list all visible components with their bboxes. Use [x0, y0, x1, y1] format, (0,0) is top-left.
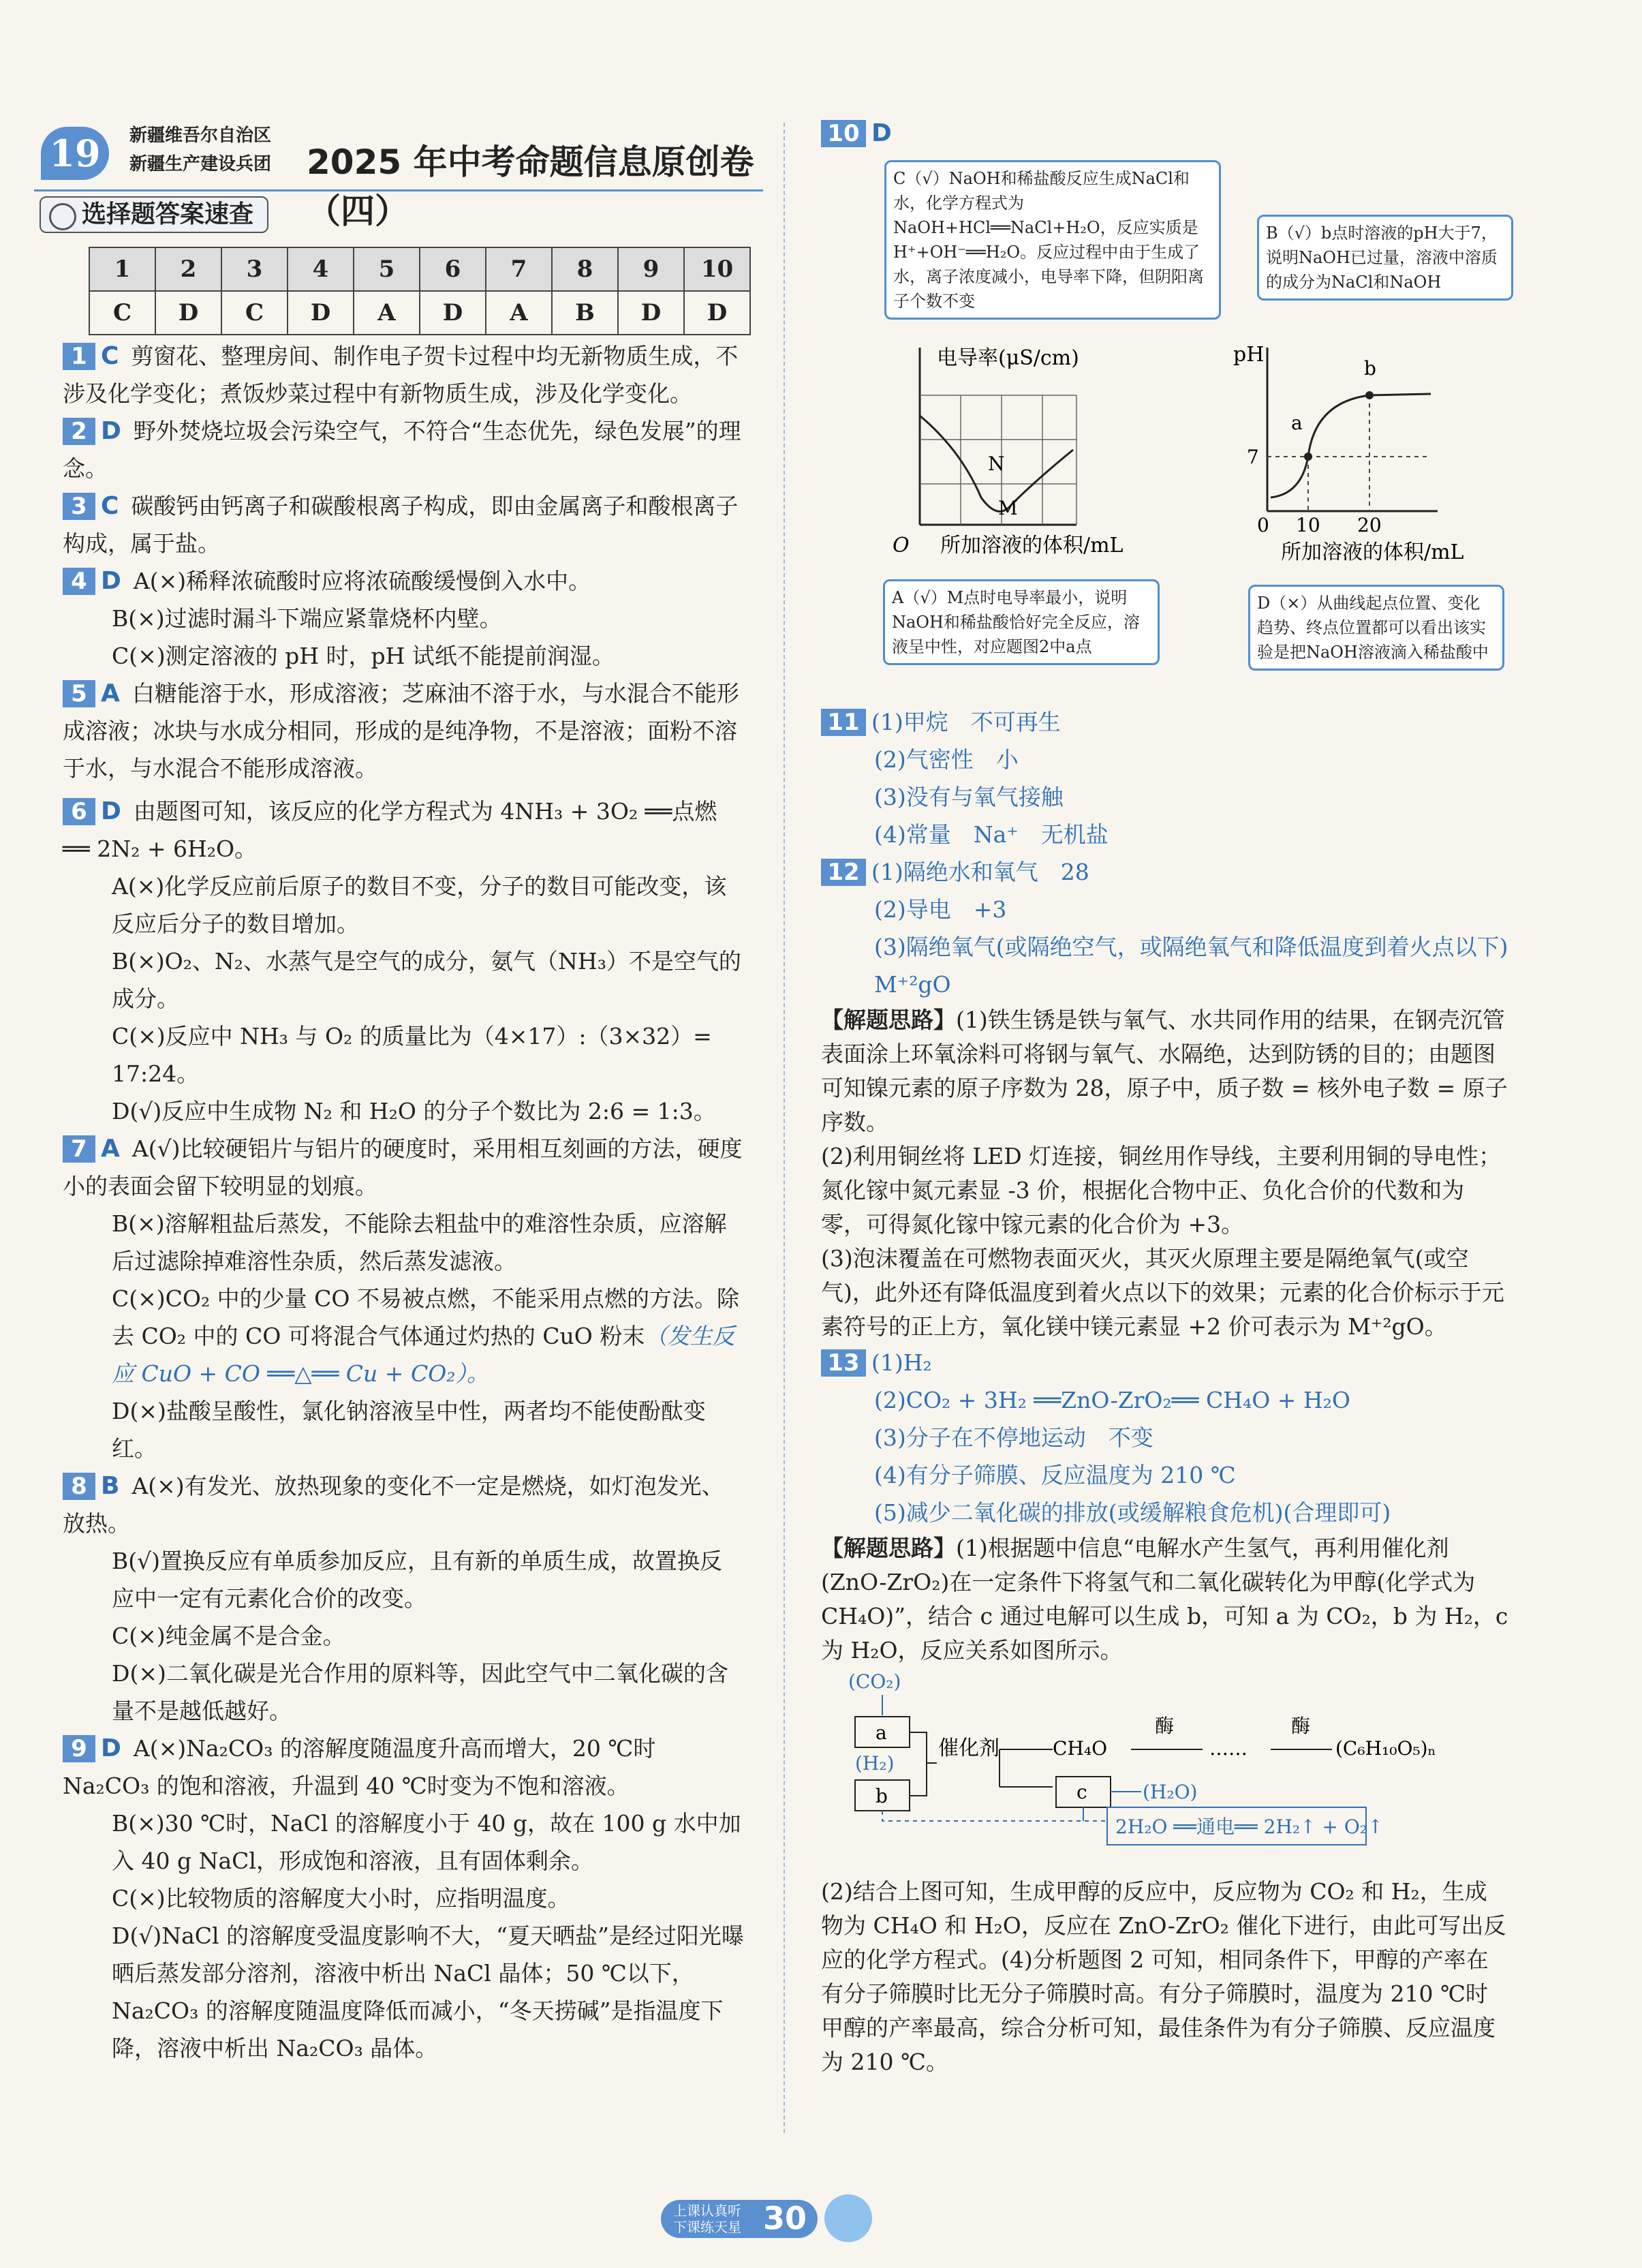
question-6: [63, 793, 744, 868]
reaction-diagram: [821, 1668, 1502, 1872]
callout-c: C（√）NaOH和稀盐酸反应生成NaCl和水，化学方程式为NaOH+HCl══NaCl+H₂O，反应实质是H⁺+OH⁻══H₂O。反应过程中由于生成了水，离子浓度减小，电导率下降，但阴阳离子个数不变: [884, 160, 1221, 320]
q10-graphs: [879, 334, 1506, 579]
analysis-tag: 【解题思路】: [821, 1007, 956, 1033]
option-d-note: D(×)盐酸呈酸性，氯化钠溶液呈中性，两者均不能使酚酞变红。: [112, 1398, 706, 1462]
table-cell: D: [684, 291, 750, 335]
point-a-label: a: [1291, 412, 1303, 434]
explanation: 野外焚烧垃圾会污染空气，不符合“生态优先，绿色发展”的理念。: [63, 418, 741, 482]
option-d-note: D(√)NaCl 的溶解度受温度影响不大，“夏天晒盐”是经过阳光曝晒后蒸发部分溶剂，溶液中析出 NaCl 晶体；50 ℃以下，Na₂CO₃ 的溶解度随温度降低而减小，“冬天捞碱”是指温度下降，溶液中析出 Na₂CO₃ 晶体。: [112, 1922, 744, 2062]
answer-2: (2)气密性 小: [874, 746, 1019, 773]
explanation: 白糖能溶于水，形成溶液；芝麻油不溶于水，与水混合不能形成溶液；冰块与水成分相同，形成的是纯净物，不是溶液；面粉不溶于水，与水混合不能形成溶液。: [63, 680, 739, 782]
ph-graph: [1233, 343, 1464, 564]
section-title-text: 选择题答案速查: [82, 200, 254, 228]
q13-analysis: [821, 1531, 1509, 1668]
question-3: [63, 487, 744, 562]
option-c-note: C(×)测定溶液的 pH 时，pH 试纸不能提前润湿。: [112, 643, 615, 669]
explanation: A(√)比较硬铝片与铝片的硬度时，采用相互刻画的方法，硬度小的表面会留下较明显的划痕。: [63, 1135, 743, 1199]
table-cell: 3: [221, 247, 288, 291]
question-number: 5: [63, 680, 95, 707]
answer-1: (1)甲烷 不可再生: [871, 709, 1061, 735]
answer-3: (3)没有与氧气接触: [874, 784, 1064, 810]
reaction-note: （发生反应 CuO + CO ══△══ Cu + CO₂）。: [112, 1323, 735, 1387]
h2o-label: (H₂O): [1143, 1781, 1198, 1803]
table-cell: D: [155, 291, 221, 335]
option-b-note: B(×)O₂、N₂、水蒸气是空气的成分，氨气（NH₃）不是空气的成分。: [112, 948, 741, 1012]
question-10-label: [821, 119, 904, 147]
callout-b: B（√）b点时溶液的pH大于7，说明NaOH已过量，溶液中溶质的成分为NaCl和NaOH: [1257, 215, 1513, 301]
footer-slogan-2: 下课练天星: [673, 2219, 741, 2235]
question-number: 13: [821, 1349, 866, 1377]
region-line-2: 新疆生产建设兵团: [129, 154, 272, 174]
section-title: [40, 196, 268, 233]
column-divider: [784, 123, 785, 2133]
enzyme-1-label: 酶: [1155, 1715, 1175, 1737]
exam-number-badge: 19: [41, 127, 109, 180]
starch-label: (C₆H₁₀O₅)ₙ: [1335, 1737, 1436, 1760]
question-number: 4: [63, 568, 95, 595]
q12-analysis: [821, 1003, 1509, 1139]
option-b-note: B(×)过滤时漏斗下端应紧靠烧杯内壁。: [112, 605, 502, 632]
analysis-paragraph-2: (2)利用铜丝将 LED 灯连接，铜丝用作导线，主要利用铜的导电性；氮化镓中氮元素显 -3 价，根据化合物中正、负化合价的代数和为零，可得氮化镓中镓元素的化合价为 +3。: [821, 1143, 1502, 1238]
table-cell: D: [420, 291, 486, 335]
answer-table-header-row: [89, 247, 750, 291]
option-d-note: D(√)反应中生成物 N₂ 和 H₂O 的分子个数比为 2:6 = 1:3。: [112, 1098, 716, 1124]
answer-letter: D: [871, 119, 892, 147]
h2-label: (H₂): [855, 1752, 895, 1775]
answer-1: (1)隔绝水和氧气 28: [871, 859, 1089, 885]
origin-label: O: [893, 534, 910, 557]
ph-axis-label: pH: [1233, 343, 1265, 367]
question-12: [821, 853, 1509, 891]
option-b-note: B(×)溶解粗盐后蒸发，不能除去粗盐中的难溶性杂质，应溶解后过滤除掉难溶性杂质，然后蒸发滤液。: [112, 1210, 727, 1274]
question-number: 7: [63, 1135, 95, 1163]
mascot-icon: [824, 2194, 872, 2242]
table-cell: 5: [354, 247, 420, 291]
analysis-paragraph-2: (2)结合上图可知，生成甲醇的反应中，反应物为 CO₂ 和 H₂，生成物为 CH₄O 和 H₂O，反应在 ZnO-ZrO₂ 催化下进行，由此可写出反应的化学方程式。(4)分析题图 2 可知，相同条件下，甲醇的产率在有分子筛膜时比无分子筛膜时高。有分子筛膜时，温度为 210 ℃时甲醇的产率最高，综合分析可知，最佳条件为有分子筛膜、反应温度为 210 ℃。: [821, 1878, 1506, 2075]
answer-4: (4)有分子筛膜、反应温度为 210 ℃: [874, 1462, 1236, 1488]
question-9: [63, 1730, 744, 1805]
question-7: [63, 1130, 744, 1205]
question-8: [63, 1467, 744, 1542]
answer-letter: D: [101, 1734, 121, 1762]
option-c-note: C(×)比较物质的溶解度大小时，应指明温度。: [112, 1885, 570, 1912]
question-5: [63, 675, 744, 787]
answer-letter: C: [101, 342, 119, 370]
question-number: 3: [63, 493, 95, 520]
point-m-label: M: [998, 497, 1018, 519]
question-number: 6: [63, 798, 95, 825]
explanation: A(×)有发光、放热现象的变化不一定是燃烧，如灯泡发光、放热。: [63, 1473, 724, 1537]
option-c-note: C(×)纯金属不是合金。: [112, 1623, 345, 1649]
left-column: [63, 337, 744, 2067]
table-cell: 4: [288, 247, 354, 291]
table-cell: 7: [486, 247, 552, 291]
table-cell: 9: [618, 247, 684, 291]
answer-3: (3)分子在不停地运动 不变: [874, 1424, 1153, 1451]
conductivity-graph: [893, 346, 1124, 557]
answer-5: (5)减少二氧化碳的排放(或缓解粮食危机)(合理即可): [874, 1499, 1391, 1526]
page-number: 30: [763, 2200, 807, 2237]
answer-1: (1)H₂: [871, 1349, 932, 1376]
option-d-note: D(×)二氧化碳是光合作用的原料等，因此空气中二氧化碳的含量不是越低越好。: [112, 1660, 728, 1724]
table-cell: D: [618, 291, 684, 335]
question-number: 8: [63, 1473, 95, 1500]
footer-slogan-1: 上课认真听: [673, 2203, 741, 2219]
option-c-note: [63, 1280, 744, 1392]
option-c-text: C(×)CO₂ 中的少量 CO 不易被点燃，不能采用点燃的方法。除去 CO₂ 中的 CO 可将混合气体通过灼热的 CuO 粉末: [112, 1285, 739, 1349]
table-cell: A: [354, 291, 420, 335]
callout-a: A（√）M点时电导率最小，说明NaOH和稀盐酸恰好完全反应，溶液呈中性，对应题图2中a点: [883, 579, 1160, 665]
page-footer: [661, 2194, 893, 2242]
table-cell: C: [89, 291, 155, 335]
analysis-text: (1)根据题中信息“电解水产生氢气，再利用催化剂(ZnO-ZrO₂)在一定条件下将氢气和二氧化碳转化为甲醇(化学式为 CH₄O)”，结合 c 通过电解可以生成 b，可知 a 为 CO₂，b 为 H₂，c 为 H₂O，反应关系如图所示。: [821, 1535, 1508, 1664]
table-cell: D: [288, 291, 354, 335]
methanol-label: CH₄O: [1053, 1737, 1108, 1760]
box-b-label: b: [876, 1785, 888, 1807]
catalyst-label: 催化剂: [938, 1736, 1000, 1760]
table-cell: 10: [684, 247, 750, 291]
callout-d: D（×）从曲线起点位置、变化趋势、终点位置都可以看出该实验是把NaOH溶液滴入稀盐酸中: [1248, 585, 1504, 671]
x-axis-label: 所加溶液的体积/mL: [940, 534, 1124, 557]
analysis-text: (1)铁生锈是铁与氧气、水共同作用的结果，在钢壳沉管表面涂上环氧涂料可将钢与氧气、水隔绝，达到防锈的目的；由题图可知镍元素的原子序数为 28，原子中，质子数 = 核外电子数 = 原子序数。: [821, 1007, 1508, 1135]
explanation: A(×)Na₂CO₃ 的溶解度随温度升高而增大，20 ℃时 Na₂CO₃ 的饱和溶液，升温到 40 ℃时变为不饱和溶液。: [63, 1735, 656, 1799]
quick-check-icon: [49, 203, 76, 230]
question-11: [821, 703, 1509, 741]
analysis-paragraph-3: (3)泡沫覆盖在可燃物表面灭火，其灭火原理主要是隔绝氧气(或空气)，此外还有降低温度到着火点以下的效果；元素的化合价标示于元素符号的正上方，氧化镁中镁元素显 +2 价可表示为 M⁺²gO。: [821, 1245, 1504, 1340]
option-a-note: A(×)化学反应前后原子的数目不变，分子的数目可能改变，该反应后分子的数目增加。: [112, 873, 727, 937]
question-number: 1: [63, 343, 95, 370]
region-line-1: 新疆维吾尔自治区: [129, 125, 272, 146]
answer-table-answer-row: [89, 291, 750, 335]
answer-4: (4)常量 Na⁺ 无机盐: [874, 821, 1109, 848]
question-number: 11: [821, 709, 866, 736]
point-n-label: N: [988, 453, 1005, 475]
x-axis-label: 所加溶液的体积/mL: [1281, 540, 1464, 564]
answer-letter: D: [101, 797, 121, 825]
table-cell: A: [486, 291, 552, 335]
question-number: 10: [821, 120, 866, 147]
electrolysis-equation: 2H₂O ══通电══ 2H₂↑ + O₂↑: [1115, 1815, 1384, 1838]
table-cell: B: [552, 291, 618, 335]
answer-letter: D: [101, 567, 121, 595]
answer-letter: B: [101, 1472, 120, 1500]
answer-letter: C: [101, 492, 119, 520]
option-b-note: B(×)30 ℃时，NaCl 的溶解度小于 40 g，故在 100 g 水中加入 40 g NaCl，形成饱和溶液，且有固体剩余。: [112, 1810, 741, 1874]
answer-2: (2)导电 +3: [874, 896, 1007, 923]
page-title: 2025 年中考命题信息原创卷（四）: [307, 142, 754, 231]
option-c-note: C(×)反应中 NH₃ 与 O₂ 的质量比为（4×17）:（3×32）= 17:24。: [112, 1023, 712, 1087]
question-4: [63, 562, 744, 600]
option-b-note: B(√)置换反应有单质参加反应，且有新的单质生成，故置换反应中一定有元素化合价的改变。: [112, 1548, 723, 1612]
dots: ……: [1209, 1737, 1248, 1760]
right-column: [821, 703, 1531, 2079]
answer-letter: A: [101, 679, 120, 707]
x-tick-10: 10: [1296, 514, 1320, 536]
question-number: 12: [821, 859, 866, 886]
question-13: [821, 1344, 1509, 1381]
answer-table: [89, 247, 751, 335]
box-a-label: a: [876, 1721, 887, 1744]
analysis-tag: 【解题思路】: [821, 1535, 956, 1561]
table-cell: C: [221, 291, 288, 335]
x-tick-0: 0: [1257, 514, 1269, 536]
question-number: 9: [63, 1735, 95, 1762]
header-divider: [34, 189, 763, 191]
box-c-label: c: [1076, 1781, 1087, 1803]
answer-3: (3)隔绝氧气(或隔绝空气，或隔绝氧气和降低温度到着火点以下) M⁺²gO: [874, 934, 1531, 998]
answer-letter: D: [101, 417, 121, 445]
co2-label: (CO₂): [848, 1670, 901, 1693]
question-1: [63, 337, 744, 412]
explanation: A(×)稀释浓硫酸时应将浓硫酸缓慢倒入水中。: [133, 568, 591, 594]
question-2: [63, 412, 744, 487]
table-cell: 6: [420, 247, 486, 291]
explanation: 碳酸钙由钙离子和碳酸根离子构成，即由金属离子和酸根离子构成，属于盐。: [63, 493, 739, 557]
ph-7-tick: 7: [1247, 446, 1259, 468]
answer-letter: A: [101, 1135, 120, 1163]
x-tick-20: 20: [1357, 514, 1382, 536]
answer-2: (2)CO₂ + 3H₂ ══ZnO-ZrO₂══ CH₄O + H₂O: [874, 1387, 1350, 1413]
explanation: 剪窗花、整理房间、制作电子贺卡过程中均无新物质生成，不涉及化学变化；煮饭炒菜过程中有新物质生成，涉及化学变化。: [63, 343, 739, 407]
table-cell: 2: [155, 247, 221, 291]
enzyme-2-label: 酶: [1291, 1715, 1311, 1737]
table-cell: 1: [89, 247, 155, 291]
explanation: 由题图可知，该反应的化学方程式为 4NH₃ + 3O₂ ══点燃══ 2N₂ + 6H₂O。: [63, 798, 717, 862]
table-cell: 8: [552, 247, 618, 291]
point-b-label: b: [1364, 357, 1376, 380]
y-axis-label: 电导率(μS/cm): [937, 346, 1079, 370]
question-number: 2: [63, 418, 95, 445]
